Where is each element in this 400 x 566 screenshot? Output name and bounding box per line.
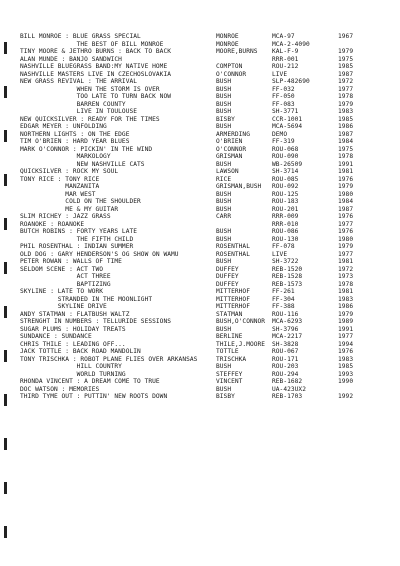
- binder-mark: [4, 394, 7, 406]
- listing-row: [20, 153, 396, 161]
- artist-album-text: EDGAR MEYER : UNFOLDING: [20, 123, 107, 130]
- release-year: 1986: [338, 303, 354, 310]
- listing-row: [20, 71, 396, 79]
- binder-mark: [4, 306, 7, 318]
- credit-text: BUSH: [216, 100, 232, 108]
- credit-text: BERLINE: [216, 333, 243, 340]
- credit-text: RICE: [216, 175, 232, 183]
- release-year: 1975: [338, 145, 354, 153]
- listing-row: [20, 86, 396, 94]
- credit-text: TRISCHKA: [216, 355, 247, 363]
- listing-row: [20, 176, 396, 184]
- catalog-number: WB-26509: [272, 160, 303, 168]
- artist-album-text: MAR WEST: [20, 190, 96, 198]
- listing-row: [20, 386, 396, 394]
- artist-album-text: DOC WATSON : MEMORIES: [20, 385, 100, 393]
- catalog-number: ROU-067: [272, 348, 299, 355]
- listing-row: [20, 101, 396, 109]
- listing-row: [20, 56, 396, 64]
- credit-text: BUSH: [216, 235, 232, 243]
- artist-album-text: OLD DOG : GARY HENDERSON'S OG SHOW ON WAMU: [20, 250, 179, 258]
- listing-row: [20, 236, 396, 244]
- credit-text: BUSH: [216, 325, 232, 333]
- credit-text: BISBY: [216, 115, 235, 123]
- artist-album-text: SKYLINE DRIVE: [20, 303, 107, 310]
- credit-text: BUSH: [216, 363, 232, 370]
- artist-album-text: THE FIFTH CHILD: [20, 235, 134, 243]
- credit-text: TOTTLE: [216, 348, 239, 355]
- credit-text: BUSH: [216, 123, 232, 130]
- listing-row: [20, 266, 396, 274]
- listing-row: [20, 138, 396, 146]
- listing-row: [20, 311, 396, 319]
- release-year: 1972: [338, 78, 354, 85]
- catalog-number: KAL-F-9: [272, 48, 299, 55]
- artist-album-text: THE BEST OF BILL MONROE: [20, 40, 164, 48]
- artist-album-text: SUGAR PLUMS : HOLIDAY TREATS: [20, 325, 126, 333]
- catalog-number: DEMO: [272, 130, 288, 138]
- catalog-number: ROU-090: [272, 153, 299, 160]
- credit-text: DUFFEY: [216, 265, 239, 273]
- binder-mark: [4, 350, 7, 362]
- credit-text: BUSH: [216, 78, 232, 85]
- release-year: 1976: [338, 348, 354, 355]
- release-year: 1986: [338, 123, 354, 130]
- credit-text: BUSH: [216, 258, 232, 265]
- binder-mark: [4, 86, 7, 98]
- credit-text: STEFFEY: [216, 370, 243, 378]
- catalog-number: FF-078: [272, 243, 295, 250]
- release-year: 1973: [338, 273, 354, 280]
- listing-row: [20, 108, 396, 116]
- listing-row: [20, 288, 396, 296]
- listing-row: [20, 228, 396, 236]
- catalog-number: FF-032: [272, 85, 295, 93]
- catalog-number: ROU-092: [272, 183, 299, 190]
- release-year: 1977: [338, 220, 354, 228]
- catalog-number: SLP-482690: [272, 78, 310, 85]
- listing-row: [20, 78, 396, 86]
- credit-text: DUFFEY: [216, 280, 239, 288]
- catalog-number: REB-1520: [272, 265, 303, 273]
- artist-album-text: NORTHERN LIGHTS : ON THE EDGE: [20, 130, 130, 138]
- catalog-number: ROU-294: [272, 370, 299, 378]
- catalog-number: SH-3828: [272, 340, 299, 348]
- release-year: 1989: [338, 318, 354, 325]
- catalog-number: FF-083: [272, 100, 295, 108]
- listing-row: [20, 393, 396, 401]
- binder-mark: [4, 526, 7, 538]
- release-year: 1984: [338, 198, 354, 205]
- artist-album-text: TONY TRISCHKA : ROBOT PLANE FLIES OVER ARKANSAS: [20, 355, 198, 363]
- release-year: 1978: [338, 153, 354, 160]
- credit-text: O'CONNOR: [216, 70, 247, 78]
- artist-album-text: STRENGHT IN NUMBERS : TELLURIDE SESSIONS: [20, 318, 172, 325]
- credit-text: BUSH: [216, 160, 232, 168]
- release-year: 1977: [338, 333, 354, 340]
- listing-row: [20, 123, 396, 131]
- binder-mark: [4, 482, 7, 494]
- listing-row: [20, 183, 396, 191]
- binder-mark: [4, 262, 7, 274]
- listing-row: [20, 318, 396, 326]
- credit-text: MOORE,BURNS: [216, 48, 258, 55]
- credit-text: MONROE: [216, 33, 239, 40]
- catalog-number: SH-3771: [272, 108, 299, 115]
- catalog-number: FF-319: [272, 138, 295, 145]
- release-year: 1979: [338, 48, 354, 55]
- credit-text: GRISMAN: [216, 153, 243, 160]
- release-year: 1975: [338, 55, 354, 63]
- release-year: 1978: [338, 280, 354, 288]
- release-year: 1972: [338, 265, 354, 273]
- artist-album-text: QUICKSILVER : ROCK MY SOUL: [20, 168, 119, 175]
- artist-album-text: RHONDA VINCENT : A DREAM COME TO TRUE: [20, 378, 160, 385]
- artist-album-text: SELDOM SCENE : ACT TWO: [20, 265, 104, 273]
- release-year: 1992: [338, 393, 354, 400]
- artist-album-text: ALAN MUNDE : BANJO SANDWICH: [20, 55, 122, 63]
- artist-album-text: MARKOLOGY: [20, 153, 111, 160]
- listing-row: [20, 41, 396, 49]
- listing-row: [20, 296, 396, 304]
- release-year: 1981: [338, 168, 354, 175]
- release-year: 1979: [338, 183, 354, 190]
- artist-album-text: BUTCH ROBINS : FORTY YEARS LATE: [20, 228, 138, 235]
- credit-text: BUSH: [216, 385, 232, 393]
- artist-album-text: TONY RICE : TONY RICE: [20, 175, 100, 183]
- artist-album-text: ME & MY GUITAR: [20, 205, 119, 213]
- release-year: 1981: [338, 258, 354, 265]
- credit-text: BUSH: [216, 228, 232, 235]
- credit-text: STATMAN: [216, 310, 243, 318]
- binder-mark: [4, 130, 7, 142]
- artist-album-text: JACK TOTTLE : BACK ROAD MANDOLIN: [20, 348, 141, 355]
- catalog-number: SH-3722: [272, 258, 299, 265]
- credit-text: BUSH,O'CONNOR: [216, 318, 266, 325]
- artist-album-text: ROANOKE : ROANOKE: [20, 220, 85, 228]
- release-year: 1991: [338, 160, 354, 168]
- listing-row: [20, 146, 396, 154]
- artist-album-text: TOO LATE TO TURN BACK NOW: [20, 93, 172, 100]
- artist-album-text: NEW NASHVILLE CATS: [20, 160, 145, 168]
- listing-row: [20, 33, 396, 41]
- listing-row: [20, 63, 396, 71]
- listing-row: [20, 168, 396, 176]
- listing-row: [20, 116, 396, 124]
- release-year: 1991: [338, 325, 354, 333]
- artist-album-text: NASHVILLE BLUEGRASS BAND:MY NATIVE HOME: [20, 63, 168, 70]
- catalog-number: SH-3796: [272, 325, 299, 333]
- artist-album-text: PETER ROWAN : WALLS OF TIME: [20, 258, 122, 265]
- catalog-number: ROU-085: [272, 175, 299, 183]
- catalog-number: FF-261: [272, 288, 295, 295]
- release-year: 1993: [338, 370, 354, 378]
- credit-text: ARMERDING: [216, 130, 250, 138]
- credit-text: THILE,J.MOORE: [216, 340, 266, 348]
- artist-album-text: BILL MONROE : BLUE GRASS SPECIAL: [20, 33, 141, 40]
- release-year: 1987: [338, 130, 354, 138]
- binder-mark: [4, 174, 7, 186]
- credit-text: BUSH: [216, 198, 232, 205]
- credit-text: BUSH: [216, 93, 232, 100]
- release-year: 1976: [338, 228, 354, 235]
- listing-row: [20, 48, 396, 56]
- catalog-number: MCA-97: [272, 33, 295, 40]
- release-year: 1978: [338, 93, 354, 100]
- listing-row: [20, 281, 396, 289]
- listing-row: [20, 191, 396, 199]
- catalog-number: ROU-203: [272, 363, 299, 370]
- catalog-number: LIVE: [272, 70, 288, 78]
- listing-row: [20, 303, 396, 311]
- credit-text: DUFFEY: [216, 273, 239, 280]
- artist-album-text: TIM O'BRIEN : HARD YEAR BLUES: [20, 138, 130, 145]
- catalog-number: RRR-009: [272, 213, 299, 220]
- listing-row: [20, 326, 396, 334]
- release-year: 1984: [338, 138, 354, 145]
- credit-text: MITTERHOF: [216, 288, 250, 295]
- artist-album-text: PHIL ROSENTHAL : INDIAN SUMMER: [20, 243, 134, 250]
- artist-album-text: WORLD TURNING: [20, 370, 126, 378]
- credit-text: LAWSON: [216, 168, 239, 175]
- binder-mark: [4, 218, 7, 230]
- release-year: 1976: [338, 213, 354, 220]
- binder-mark: [4, 438, 7, 450]
- listing-row: [20, 206, 396, 214]
- release-year: 1987: [338, 70, 354, 78]
- catalog-number: ROU-086: [272, 228, 299, 235]
- credit-text: CARR: [216, 213, 232, 220]
- listing-row: [20, 251, 396, 259]
- listing-row: [20, 243, 396, 251]
- artist-album-text: SUNDANCE : SUNDANCE: [20, 333, 92, 340]
- release-year: 1985: [338, 115, 354, 123]
- artist-album-text: WHEN THE STORM IS OVER: [20, 85, 160, 93]
- release-year: 1983: [338, 355, 354, 363]
- catalog-number: ROU-130: [272, 235, 299, 243]
- release-year: 1990: [338, 378, 354, 385]
- listing-row: [20, 363, 396, 371]
- listing-row: [20, 198, 396, 206]
- artist-album-text: BAPTIZING: [20, 280, 111, 288]
- credit-text: BUSH: [216, 205, 232, 213]
- credit-text: BUSH: [216, 108, 232, 115]
- listing-row: [20, 258, 396, 266]
- release-year: 1983: [338, 295, 354, 303]
- release-year: 1979: [338, 100, 354, 108]
- release-year: 1979: [338, 310, 354, 318]
- artist-album-text: TINY MOORE & JETHRO BURNS : BACK TO BACK: [20, 48, 172, 55]
- catalog-number: LIVE: [272, 250, 288, 258]
- artist-album-text: ACT THREE: [20, 273, 111, 280]
- catalog-number: MCA-2-4090: [272, 40, 310, 48]
- artist-album-text: ANDY STATMAN : FLATBUSH WALTZ: [20, 310, 130, 318]
- artist-album-text: LIVE IN TOULOUSE: [20, 108, 138, 115]
- catalog-number: ROU-068: [272, 145, 299, 153]
- release-year: 1983: [338, 108, 354, 115]
- catalog-number: MCA-6293: [272, 318, 303, 325]
- artist-album-text: THIRD TYME OUT : PUTTIN' NEW ROOTS DOWN: [20, 393, 168, 400]
- artist-album-text: NEW QUICKSILVER : READY FOR THE TIMES: [20, 115, 160, 123]
- credit-text: MITTERHOF: [216, 295, 250, 303]
- catalog-number: CCR-1001: [272, 115, 303, 123]
- release-year: 1979: [338, 243, 354, 250]
- credit-text: MONROE: [216, 40, 239, 48]
- catalog-number: FF-050: [272, 93, 295, 100]
- artist-album-text: NEW GRASS REVIVAL : THE ARRIVAL: [20, 78, 138, 85]
- credit-text: O'BRIEN: [216, 138, 243, 145]
- record-listing: [20, 33, 396, 401]
- catalog-number: RRR-010: [272, 220, 299, 228]
- credit-text: BUSH: [216, 85, 232, 93]
- listing-row: [20, 131, 396, 139]
- credit-text: ROSENTHAL: [216, 243, 250, 250]
- artist-album-text: SKYLINE : LATE TO WORK: [20, 288, 104, 295]
- catalog-number: RRR-001: [272, 55, 299, 63]
- catalog-number: REB-1703: [272, 393, 303, 400]
- catalog-number: REB-1682: [272, 378, 303, 385]
- release-year: 1980: [338, 190, 354, 198]
- binder-mark: [4, 42, 7, 54]
- credit-text: VINCENT: [216, 378, 243, 385]
- listing-row: [20, 371, 396, 379]
- credit-text: O'CONNOR: [216, 145, 247, 153]
- credit-text: COMPTON: [216, 63, 243, 70]
- release-year: 1980: [338, 235, 354, 243]
- listing-row: [20, 341, 396, 349]
- artist-album-text: HILL COUNTRY: [20, 363, 122, 370]
- listing-row: [20, 213, 396, 221]
- listing-row: [20, 273, 396, 281]
- release-year: 1981: [338, 288, 354, 295]
- release-year: 1977: [338, 250, 354, 258]
- release-year: 1967: [338, 33, 354, 40]
- catalog-number: REB-1573: [272, 280, 303, 288]
- artist-album-text: SLIM RICHEY : JAZZ GRASS: [20, 213, 111, 220]
- catalog-number: FF-304: [272, 295, 295, 303]
- artist-album-text: STRANDED IN THE MOONLIGHT: [20, 295, 153, 303]
- listing-row: [20, 333, 396, 341]
- catalog-number: REB-1528: [272, 273, 303, 280]
- artist-album-text: CHRIS THILE : LEADING OFF...: [20, 340, 126, 348]
- listing-row: [20, 356, 396, 364]
- catalog-number: ROU-116: [272, 310, 299, 318]
- credit-text: MITTERHOF: [216, 303, 250, 310]
- release-year: 1987: [338, 205, 354, 213]
- release-year: 1976: [338, 175, 354, 183]
- credit-text: BISBY: [216, 393, 235, 400]
- release-year: 1994: [338, 340, 354, 348]
- artist-album-text: NASHVILLE MASTERS LIVE IN CZECHOSLOVAKIA: [20, 70, 172, 78]
- catalog-number: MCA-2217: [272, 333, 303, 340]
- credit-text: ROSENTHAL: [216, 250, 250, 258]
- catalog-number: FF-388: [272, 303, 295, 310]
- catalog-number: ROU-183: [272, 198, 299, 205]
- catalog-number: ROU-201: [272, 205, 299, 213]
- credit-text: GRISMAN,BUSH: [216, 183, 262, 190]
- catalog-number: MCA-5694: [272, 123, 303, 130]
- release-year: 1985: [338, 63, 354, 70]
- listing-row: [20, 221, 396, 229]
- release-year: 1977: [338, 85, 354, 93]
- credit-text: BUSH: [216, 190, 232, 198]
- artist-album-text: BARREN COUNTY: [20, 100, 126, 108]
- catalog-number: ROU-125: [272, 190, 299, 198]
- release-year: 1985: [338, 363, 354, 370]
- catalog-number: ROU-212: [272, 63, 299, 70]
- artist-album-text: MANZANITA: [20, 183, 100, 190]
- artist-album-text: COLD ON THE SHOULDER: [20, 198, 141, 205]
- listing-row: [20, 348, 396, 356]
- catalog-number: UA-423UX2: [272, 385, 306, 393]
- catalog-number: SH-3714: [272, 168, 299, 175]
- listing-row: [20, 93, 396, 101]
- catalog-number: ROU-171: [272, 355, 299, 363]
- listing-row: [20, 161, 396, 169]
- listing-row: [20, 378, 396, 386]
- artist-album-text: MARK O'CONNOR : PICKIN' IN THE WIND: [20, 145, 153, 153]
